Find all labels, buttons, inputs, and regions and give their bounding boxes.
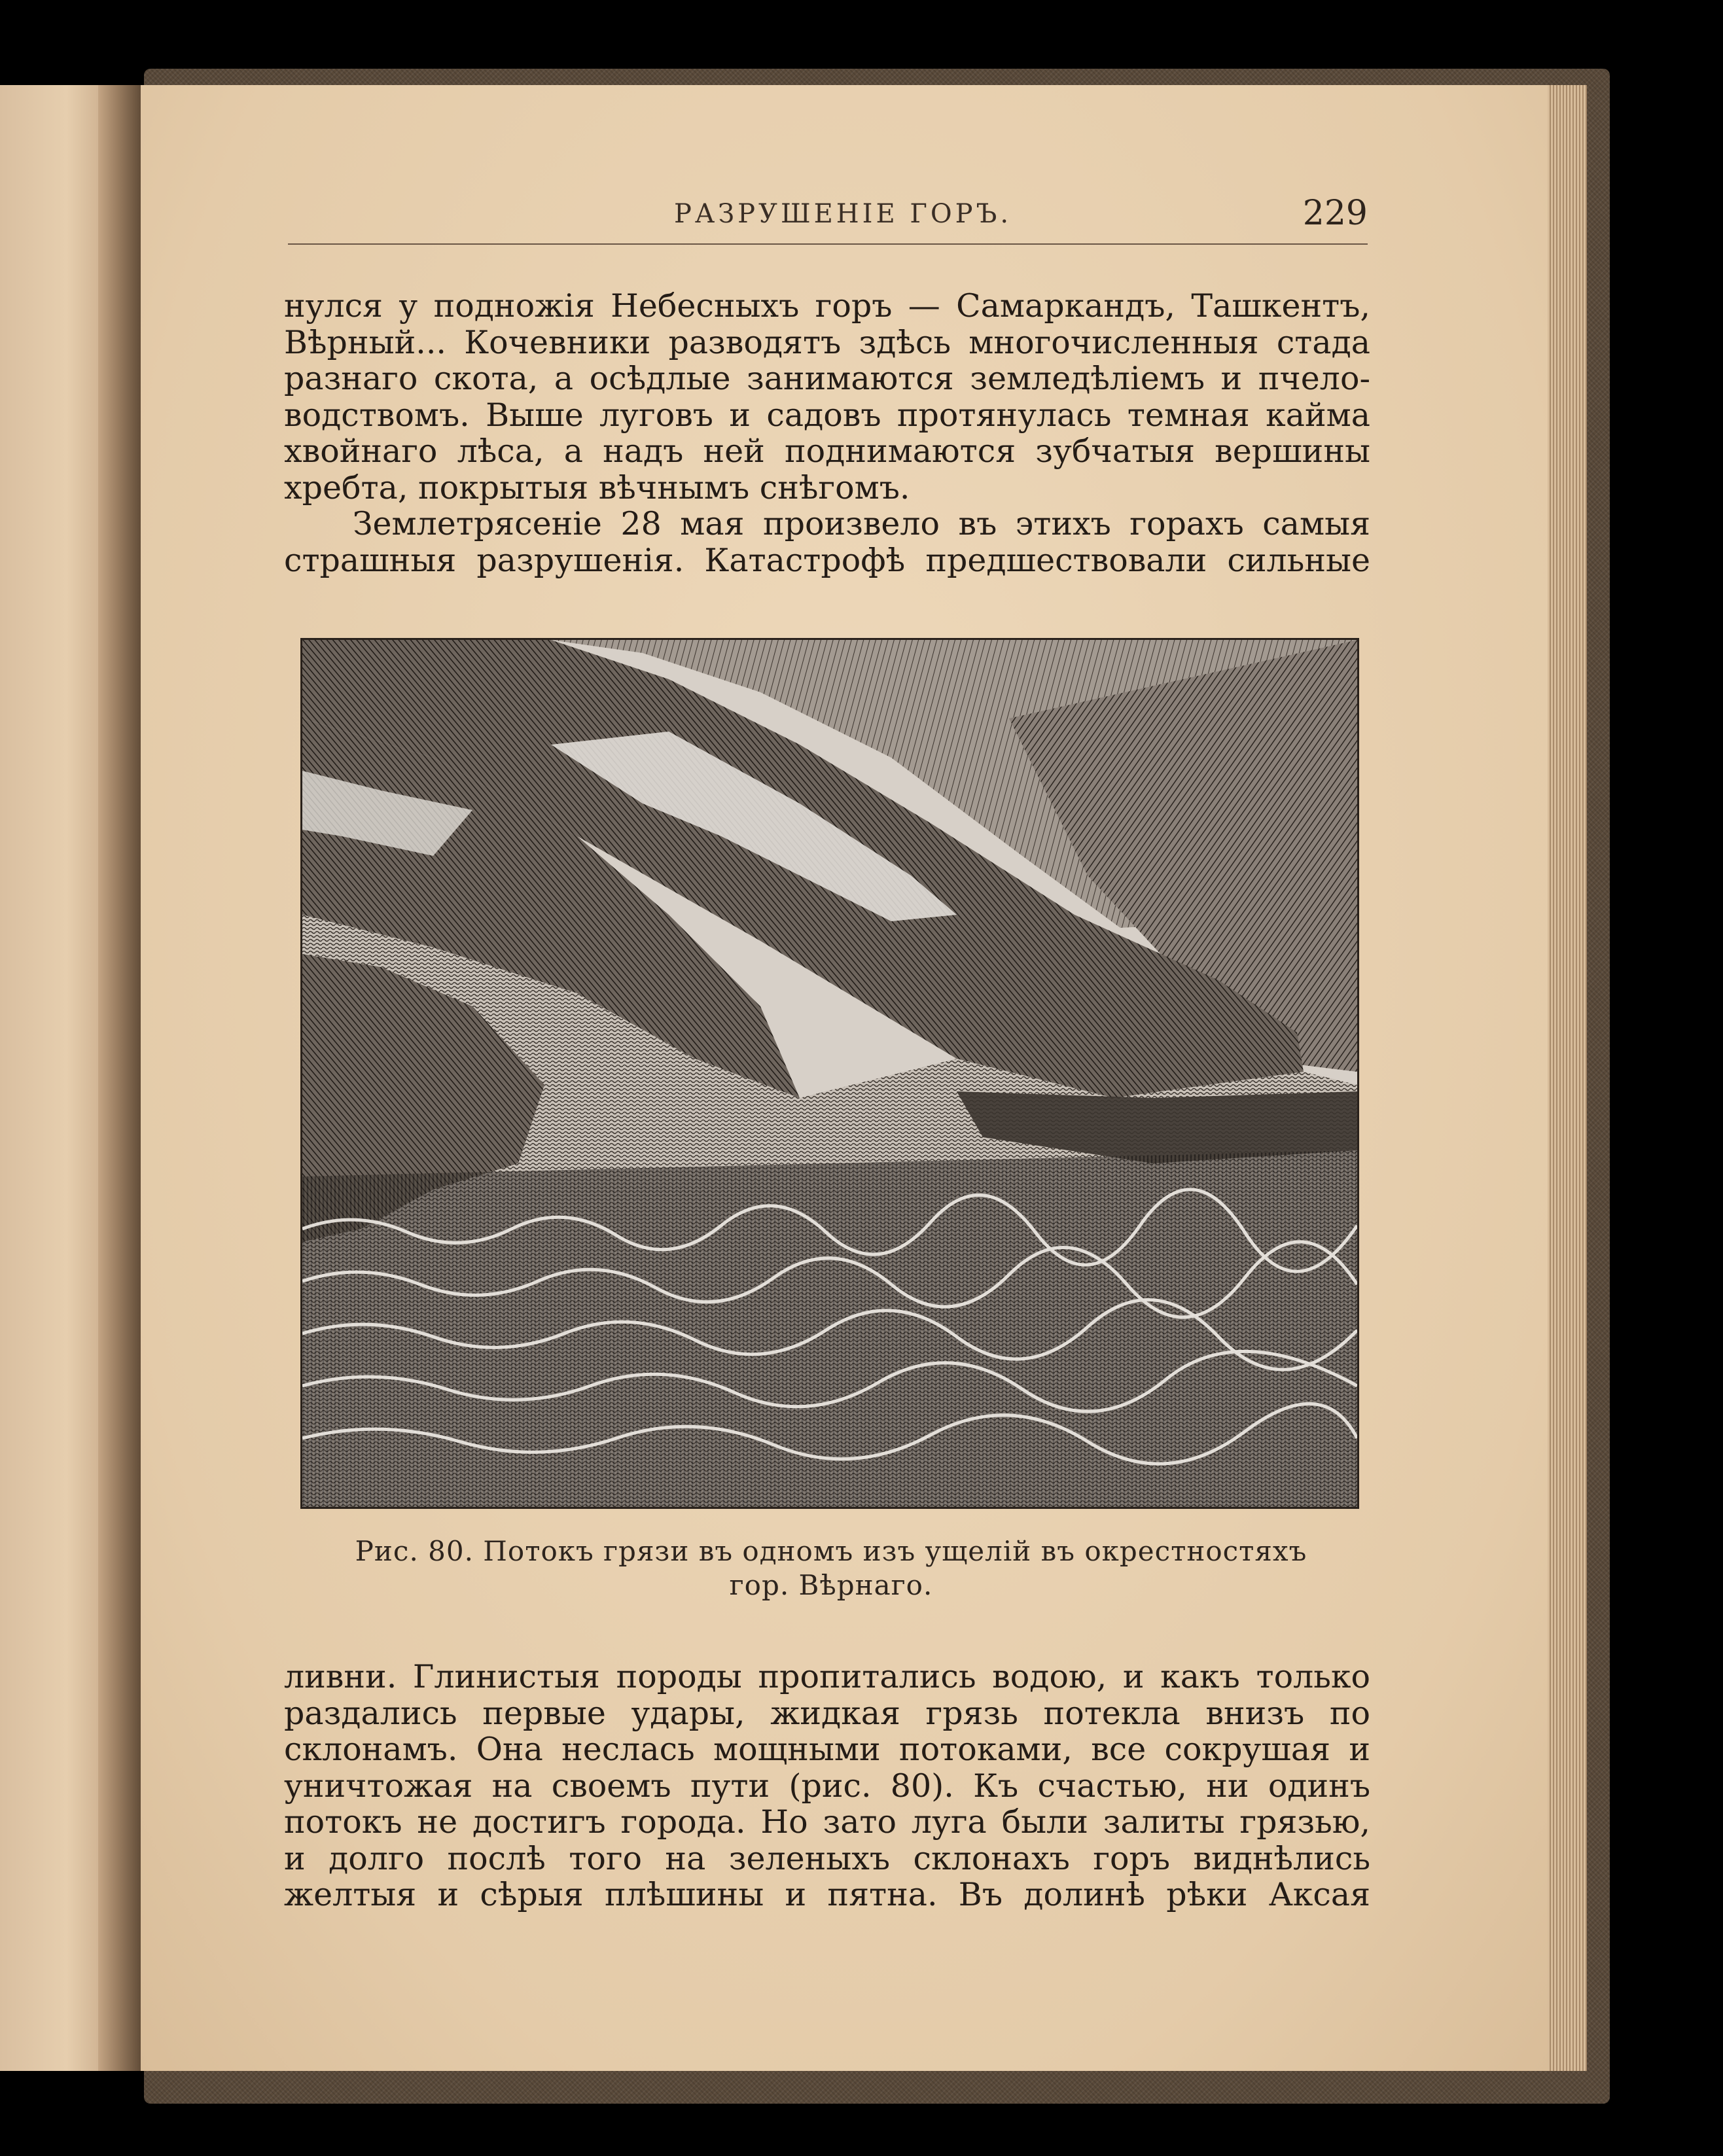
text-line: потокъ не достигъ города. Но зато луга были залиты грязью, bbox=[284, 1803, 1370, 1841]
caption-line-2: гор. Вѣрнаго. bbox=[729, 1569, 933, 1601]
page-header bbox=[288, 194, 1368, 246]
caption-line-1: Рис. 80. Потокъ грязи въ одномъ изъ ущелій въ окрестностяхъ bbox=[355, 1535, 1307, 1567]
header-rule bbox=[288, 243, 1368, 245]
figure-caption bbox=[308, 1534, 1355, 1602]
text-line: страшныя разрушенія. Катастрофѣ предшествовали сильные bbox=[284, 541, 1370, 579]
text-line: склонамъ. Она неслась мощными потоками, все сокрушая и bbox=[284, 1731, 1370, 1768]
text-line: Вѣрный... Кочевники разводятъ здѣсь многочисленныя стада bbox=[284, 323, 1370, 361]
text-line: желтыя и сѣрыя плѣшины и пятна. Въ долинѣ рѣки Аксая bbox=[284, 1876, 1370, 1913]
page-edges bbox=[1541, 85, 1587, 2071]
paragraph-2 bbox=[284, 506, 1370, 578]
text-line: ливни. Глинистыя породы пропитались водою, и какъ только bbox=[284, 1658, 1370, 1695]
text-line: Землетрясеніе 28 мая произвело въ этихъ горахъ самыя bbox=[353, 505, 1370, 542]
paragraph-1 bbox=[284, 288, 1370, 506]
text-line: нулся у подножія Небесныхъ горъ — Самаркандъ, Ташкентъ, bbox=[284, 287, 1370, 325]
text-line: разнаго скота, а осѣдлые занимаются земледѣліемъ и пчело- bbox=[284, 360, 1370, 397]
book-gutter bbox=[98, 85, 144, 2071]
paragraph-3 bbox=[284, 1659, 1370, 1913]
text-line: уничтожая на своемъ пути (рис. 80). Къ счастью, ни одинъ bbox=[284, 1767, 1370, 1805]
engraving-mudflow-illustration bbox=[300, 638, 1359, 1509]
text-line: водствомъ. Выше луговъ и садовъ протянулась темная кайма bbox=[284, 396, 1370, 434]
text-line: раздались первые удары, жидкая грязь потекла внизъ по bbox=[284, 1694, 1370, 1732]
text-line: хребта, покрытыя вѣчнымъ снѣгомъ. bbox=[284, 468, 910, 506]
text-line: хвойнаго лѣса, а надъ ней поднимаются зубчатыя вершины bbox=[284, 433, 1370, 470]
left-page-edge bbox=[0, 85, 111, 2071]
running-title: РАЗРУШЕНІЕ ГОРЪ. bbox=[674, 199, 1012, 229]
page-number: 229 bbox=[1302, 194, 1368, 233]
text-line: и долго послѣ того на зеленыхъ склонахъ горъ виднѣлись bbox=[284, 1839, 1370, 1877]
